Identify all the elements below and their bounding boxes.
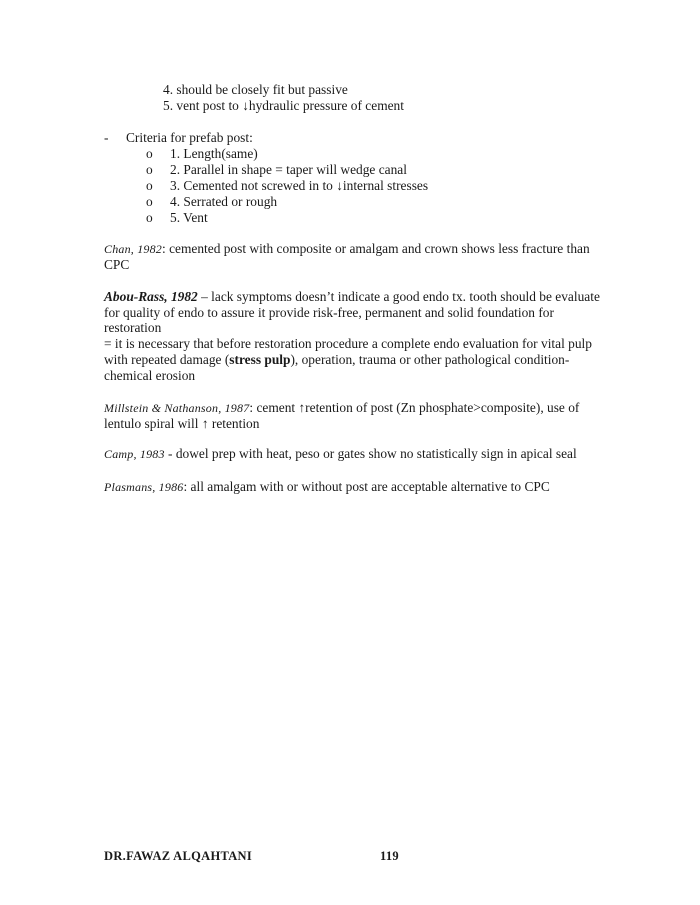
abou-citation: Abou-Rass, 1982 [104, 289, 198, 304]
criteria-item-text: 3. Cemented not screwed in to ↓internal stresses [170, 178, 429, 193]
camp-paragraph [104, 446, 577, 462]
millstein-text: : cement ↑retention of post (Zn phosphate>composite), use of [249, 400, 580, 415]
criteria-item [146, 146, 258, 162]
millstein-paragraph-line2: lentulo spiral will ↑ retention [104, 416, 260, 431]
abou-paragraph-line5 [104, 352, 569, 368]
plasmans-paragraph [104, 479, 550, 495]
abou-paragraph-line6: chemical erosion [104, 368, 196, 383]
criteria-item [146, 210, 208, 226]
stress-pulp-term: stress pulp [229, 352, 291, 367]
page-number: 119 [380, 849, 399, 863]
chan-paragraph-line1 [104, 241, 590, 257]
chan-citation: Chan, 1982 [104, 242, 163, 256]
abou-paragraph-line2: for quality of endo to assure it provide risk-free, permanent and solid foundation for [104, 305, 554, 320]
millstein-citation: Millstein & Nathanson, 1987 [104, 401, 250, 415]
abou-text: with repeated damage ( [104, 352, 230, 367]
dash-bullet: - [104, 130, 109, 145]
criteria-item [146, 162, 407, 178]
post-requirement-item-5: 5. vent post to ↓hydraulic pressure of cement [163, 98, 404, 113]
circle-bullet-icon: o [146, 194, 153, 209]
abou-text: – lack symptoms doesn’t indicate a good endo tx. tooth should be evaluate [197, 289, 600, 304]
chan-paragraph-line2: CPC [104, 257, 130, 272]
abou-text: ), operation, trauma or other pathological condition- [290, 352, 570, 367]
abou-paragraph-line3: restoration [104, 320, 162, 335]
criteria-item-text: 2. Parallel in shape = taper will wedge canal [170, 162, 407, 177]
circle-bullet-icon: o [146, 210, 153, 225]
criteria-heading: Criteria for prefab post: [126, 130, 253, 145]
plasmans-citation: Plasmans, 1986 [104, 480, 184, 494]
chan-text: : cemented post with composite or amalgam and crown shows less fracture than [162, 241, 590, 256]
criteria-section [104, 130, 253, 146]
camp-citation: Camp, 1983 [104, 447, 165, 461]
criteria-item-text: 1. Length(same) [170, 146, 258, 161]
camp-text: - dowel prep with heat, peso or gates show no statistically sign in apical seal [164, 446, 577, 461]
abou-paragraph-line4: = it is necessary that before restoration procedure a complete endo evaluation for vital pulp [104, 336, 592, 351]
footer-author: DR.FAWAZ ALQAHTANI [104, 849, 253, 863]
circle-bullet-icon: o [146, 146, 153, 161]
abou-paragraph-line1 [104, 289, 600, 305]
plasmans-text: : all amalgam with or without post are acceptable alternative to CPC [183, 479, 550, 494]
millstein-paragraph-line1 [104, 400, 579, 416]
criteria-item [146, 194, 277, 210]
post-requirement-item-4: 4. should be closely fit but passive [163, 82, 348, 97]
circle-bullet-icon: o [146, 162, 153, 177]
circle-bullet-icon: o [146, 178, 153, 193]
criteria-item [146, 178, 428, 194]
criteria-item-text: 5. Vent [170, 210, 208, 225]
criteria-item-text: 4. Serrated or rough [170, 194, 278, 209]
